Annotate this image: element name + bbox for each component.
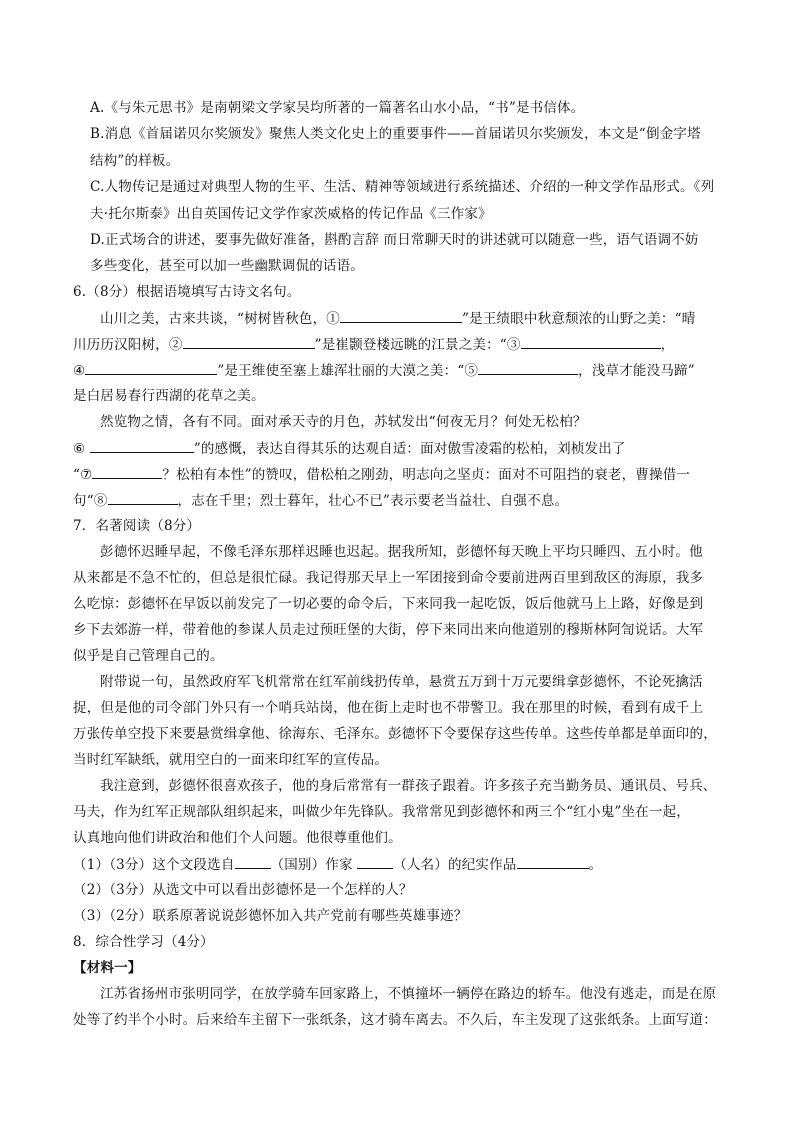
- q7-p2-line: 万张传单空投下来要悬赏缉拿他、徐海东、毛泽东。彭德怀下令要保存这些传单。这些传单都是单面印的，: [73, 726, 717, 742]
- q7-p2-line: 捉，但是他的司令部门外只有一个哨兵站岗，他在街上走时也不带警卫。我在那里的时候，看到有成千上: [73, 700, 704, 716]
- q7-sub-question-3: （3）（2分）联系原著说说彭德怀加入共产党前有哪些英雄事迹？: [73, 908, 468, 924]
- answer-blank-author[interactable]: [357, 854, 393, 869]
- q6-line-6: ⑥ ”的感慨，表达自得其乐的达观自适：面对傲雪凌霜的松柏，刘桢发出了: [73, 438, 626, 459]
- answer-blank-1[interactable]: [340, 308, 462, 323]
- q7-p2-line: 附带说一句，虽然政府军飞机常常在红军前线扔传单，悬赏五万到十万元要缉拿彭德怀，不论死擒活: [100, 674, 703, 690]
- option-b-line-1: B.消息《首届诺贝尔奖颁发》聚焦人类文化史上的重要事件——首届诺贝尔奖颁发，本文是“倒金字塔: [90, 126, 701, 142]
- answer-blank-4[interactable]: [85, 360, 217, 375]
- answer-blank-3[interactable]: [521, 334, 661, 349]
- answer-blank-6[interactable]: [90, 438, 194, 453]
- q6-line-2: 川历历汉阳树，② ”是崔颢登楼远眺的江景之美：“③ ，: [73, 334, 674, 355]
- option-a-line: A.《与朱元思书》是南朝梁文学家吴均所著的一篇著名山水小品，“书”是书信体。: [90, 100, 585, 116]
- q6-line-1: 山川之美，古来共谈，“树树皆秋色，① ”是王绩眼中秋意颓浓的山野之美：“晴: [100, 308, 695, 329]
- q7-sub-question-1: （1）（3分）这个文段选自 （国别）作家 （人名）的纪实作品 。: [73, 854, 602, 875]
- q6-line-4: 是白居易春行西湖的花草之美。: [73, 388, 265, 404]
- answer-blank-2[interactable]: [183, 334, 315, 349]
- answer-blank-5[interactable]: [478, 360, 578, 375]
- answer-blank-8[interactable]: [108, 490, 178, 505]
- q7-p1-line: 从来都是不急不忙的，但总是很忙碌。我记得那天早上一军团接到命令要前进两百里到敌区的海原，我多: [73, 570, 704, 586]
- answer-blank-country[interactable]: [235, 854, 271, 869]
- q7-p3-line: 认真地向他们讲政治和他们个人问题。他很尊重他们。: [73, 830, 402, 846]
- q8-p1-line: 处等了约半个小时。后来给车主留下一张纸条，这才骑车离去。不久后，车主发现了这张纸条。上面写道：: [73, 1012, 717, 1028]
- q8-p1-line: 江苏省扬州市张明同学，在放学骑车回家路上，不慎撞坏一辆停在路边的轿车。他没有逃走，而是在原: [100, 986, 717, 1002]
- option-d-line-2: 多些变化，甚至可以加一些幽默调侃的话语。: [90, 258, 364, 274]
- option-c-line-2: 夫·托尔斯泰》出自英国传记文学作家茨威格的传记作品《三作家》: [90, 206, 492, 222]
- answer-blank-work[interactable]: [517, 854, 589, 869]
- q7-p3-line: 我注意到，彭德怀很喜欢孩子，他的身后常常有一群孩子跟着。许多孩子充当勤务员、通讯员、号兵、: [100, 778, 717, 794]
- q7-p3-line: 马夫，作为红军正规部队组织起来，叫做少年先锋队。我常常见到彭德怀和两三个“红小鬼”坐在一起，: [73, 804, 691, 820]
- option-b-line-2: 结构”的样板。: [90, 153, 180, 169]
- q7-p1-line: 彭德怀迟睡早起，不像毛泽东那样迟睡也迟起。据我所知，彭德怀每天晚上平均只睡四、五小时。他: [100, 544, 703, 560]
- q6-line-3: ④ ”是王维使至塞上雄浑壮丽的大漠之美：“⑤ ，浅草才能没马蹄”: [73, 360, 695, 381]
- q6-line-8: 句“⑧ ，志在千里；烈士暮年，壮心不已”表示要老当益壮、自强不息。: [73, 490, 568, 511]
- option-c-line-1: C.人物传记是通过对典型人物的生平、生活、精神等领域进行系统描述、介绍的一种文学作品形式。《列: [90, 179, 715, 195]
- q8-heading: 8．综合性学习（4分）: [73, 934, 214, 950]
- q7-sub-question-2: （2）（3分）从选文中可以看出彭德怀是一个怎样的人？: [73, 882, 413, 898]
- q6-line-7: “⑦ ？松柏有本性”的赞叹，借松柏之刚劲，明志向之坚贞：面对不可阻挡的衰老，曹操借一: [73, 464, 690, 485]
- q7-p2-line: 当时红军缺纸，就用空白的一面来印红军的宣传品。: [73, 752, 389, 768]
- q6-line-5: 然览物之情，各有不同。面对承天寺的月色，苏轼发出“何夜无月？何处无松柏？: [100, 414, 587, 430]
- q7-p1-line: 似乎是自己管理自己的。: [73, 648, 224, 664]
- answer-blank-7[interactable]: [92, 464, 162, 479]
- material-one-label: 【材料一】: [73, 960, 142, 976]
- q7-p1-line: 么吃惊：彭德怀在早饭以前发完了一切必要的命令后，下来同我一起吃饭，饭后他就马上上路，好像是到: [73, 596, 704, 612]
- q6-heading: 6.（8分）根据语境填写古诗文名句。: [73, 284, 301, 300]
- option-d-line-1: D.正式场合的讲述，要事先做好准备，斟酌言辞 而日常聊天时的讲述就可以随意一些，语气语调不妨: [90, 232, 699, 248]
- q7-heading: 7．名著阅读（8分）: [73, 518, 201, 534]
- q7-p1-line: 乡下去郊游一样，带着他的参谋人员走过预旺堡的大街，停下来同出来向他道别的穆斯林阿訇说话。大军: [73, 622, 704, 638]
